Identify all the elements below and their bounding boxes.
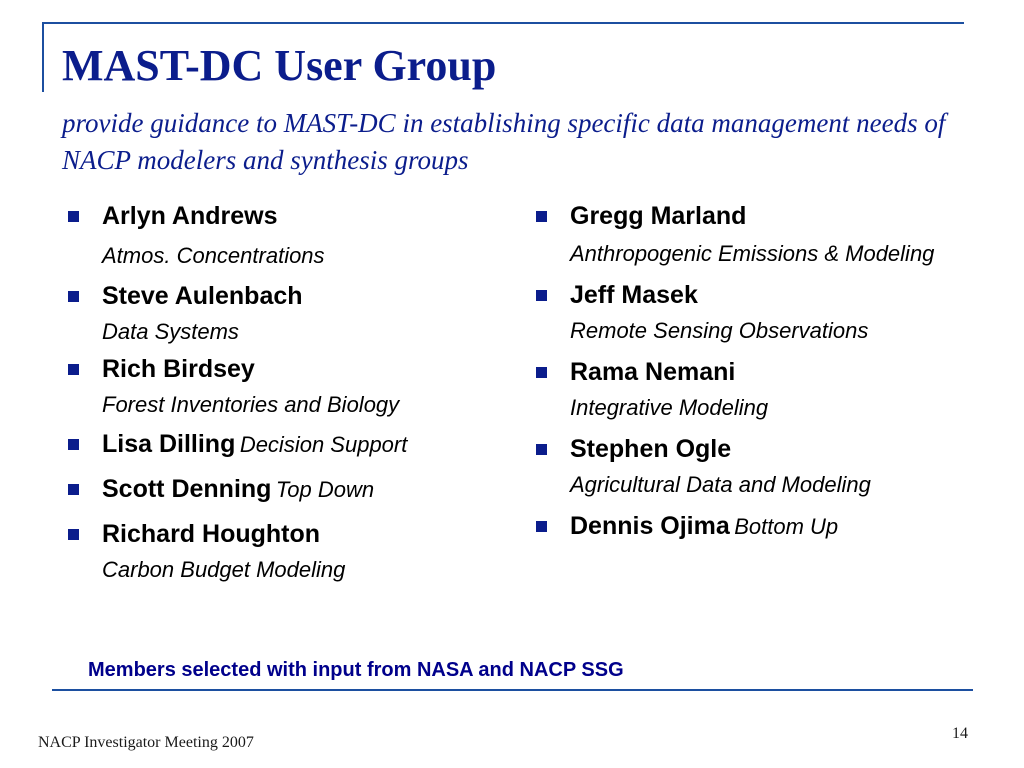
top-frame-rule (42, 22, 964, 24)
members-right-column (534, 196, 974, 547)
member-item (66, 349, 506, 420)
member-role: Agricultural Data and Modeling (570, 472, 871, 497)
members-left-column (66, 196, 506, 585)
member-role: Anthropogenic Emissions & Modeling (570, 241, 935, 266)
square-bullet-icon (68, 484, 79, 495)
member-name: Stephen Ogle (570, 435, 732, 463)
member-item (534, 429, 974, 500)
member-name: Steve Aulenbach (102, 282, 303, 310)
member-name: Richard Houghton (102, 520, 321, 548)
square-bullet-icon (536, 290, 547, 301)
member-role: Data Systems (102, 319, 239, 344)
member-name: Lisa Dilling (102, 430, 236, 458)
member-role: Integrative Modeling (570, 395, 769, 420)
member-item (66, 276, 506, 347)
square-bullet-icon (68, 211, 79, 222)
member-item (66, 196, 506, 275)
member-role: Decision Support (239, 432, 408, 457)
member-name: Rich Birdsey (102, 355, 255, 383)
member-name: Gregg Marland (570, 202, 747, 230)
member-role: Carbon Budget Modeling (102, 557, 346, 582)
square-bullet-icon (68, 439, 79, 450)
footer-meeting: NACP Investigator Meeting 2007 (38, 734, 254, 751)
member-role: Top Down (275, 477, 375, 502)
square-bullet-icon (536, 521, 547, 532)
member-name: Jeff Masek (570, 281, 698, 309)
left-frame-rule (42, 22, 44, 92)
member-role: Forest Inventories and Biology (102, 392, 400, 417)
square-bullet-icon (536, 211, 547, 222)
slide-title: MAST-DC User Group (62, 41, 497, 90)
member-name: Rama Nemani (570, 358, 736, 386)
slide-subtitle: provide guidance to MAST-DC in establishing specific data management needs of NACP modelers and synthesis groups (62, 108, 946, 175)
member-item (66, 514, 506, 585)
member-item (534, 196, 974, 271)
square-bullet-icon (68, 291, 79, 302)
member-item (534, 506, 974, 547)
square-bullet-icon (68, 529, 79, 540)
member-name: Arlyn Andrews (102, 202, 278, 230)
member-role: Remote Sensing Observations (570, 318, 869, 343)
member-item (534, 352, 974, 423)
member-item (66, 469, 506, 510)
member-item (534, 275, 974, 346)
square-bullet-icon (68, 364, 79, 375)
member-role: Bottom Up (734, 514, 839, 539)
member-name: Scott Denning (102, 475, 272, 503)
member-item (66, 424, 506, 465)
member-role: Atmos. Concentrations (102, 243, 325, 268)
bottom-rule (52, 689, 973, 691)
square-bullet-icon (536, 444, 547, 455)
member-name: Dennis Ojima (570, 512, 730, 540)
square-bullet-icon (536, 367, 547, 378)
page-number: 14 (952, 725, 968, 742)
selection-note: Members selected with input from NASA and NACP SSG (88, 659, 624, 681)
